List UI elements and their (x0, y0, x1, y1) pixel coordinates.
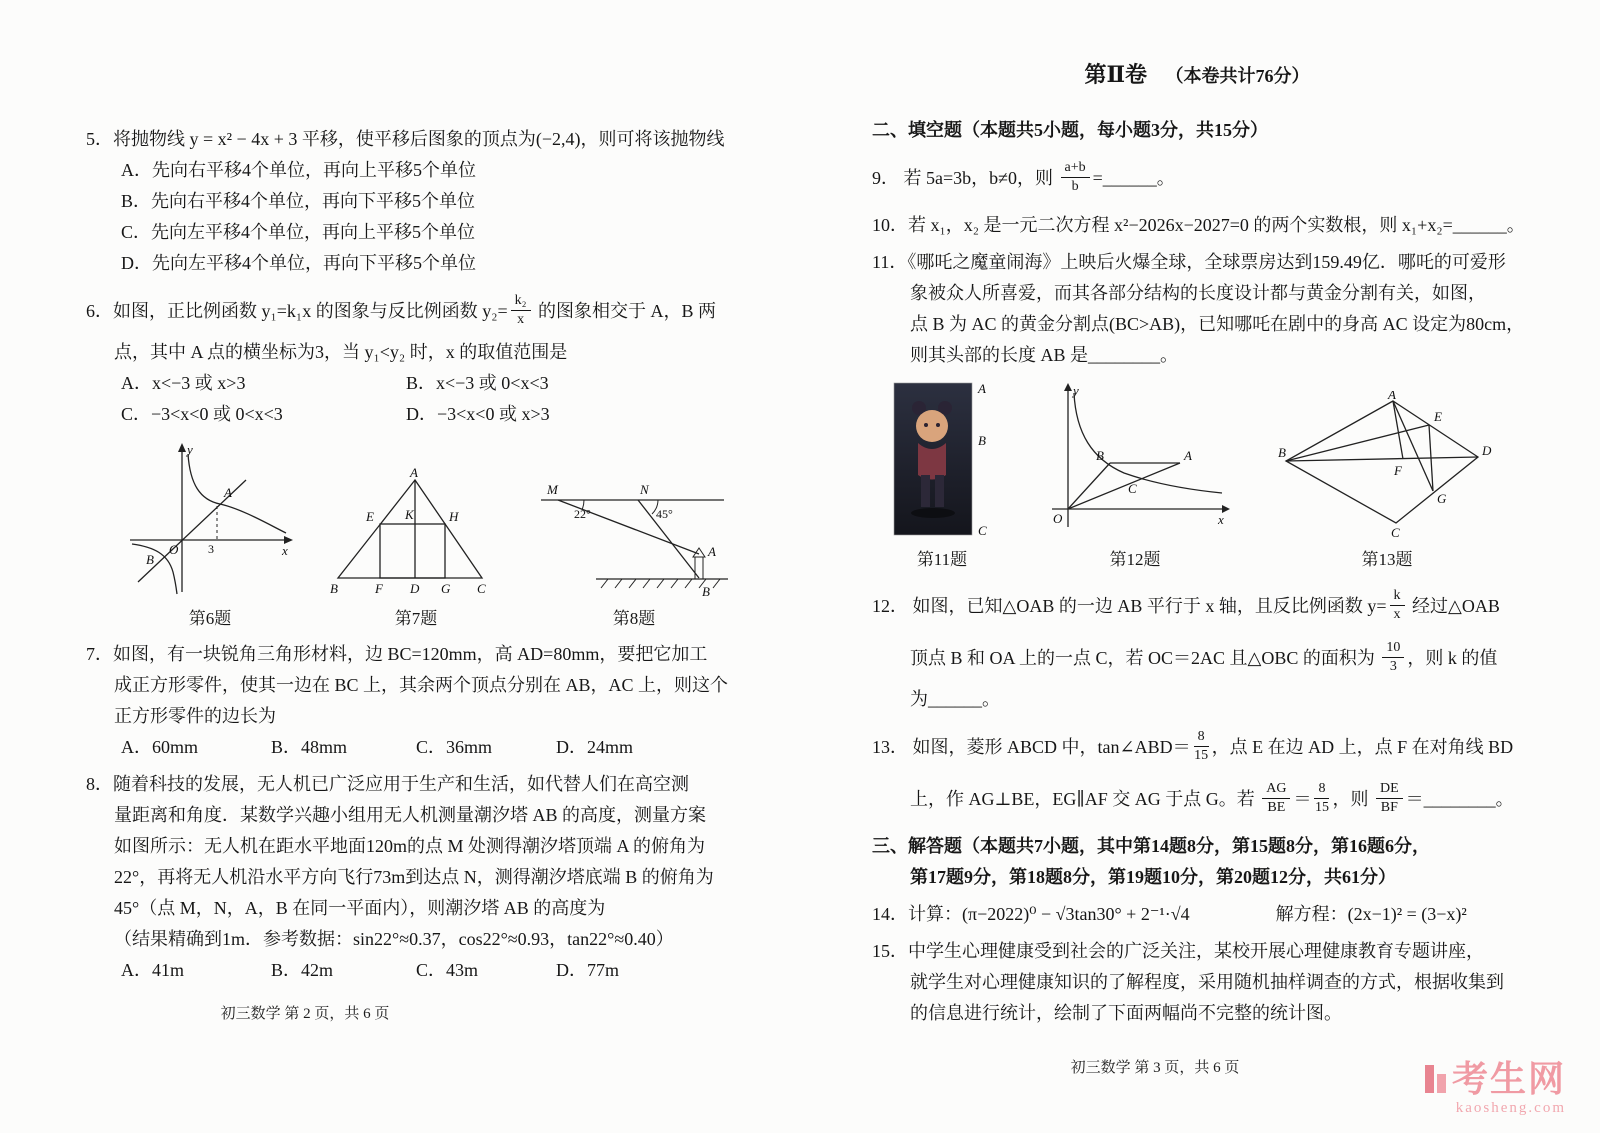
page-2 (86, 124, 729, 992)
fig12-label-A: A (1184, 448, 1192, 463)
q12-stem-line1: 12． 如图，已知△OAB 的一边 AB 平行于 x 轴，且反比例函数 y= $\frac{k}{x}$ 经过△OAB (872, 588, 1500, 623)
fig12-label-O: O (1053, 511, 1063, 526)
fig7-diagram (330, 466, 502, 598)
q12-stem-line2: 顶点 B 和 OA 上的一点 C，若 OC＝2AC 且△OBC 的面积为 $\frac{10}{3}$ ，则 k 的值 (910, 640, 1498, 675)
fig13-label-B: B (1278, 445, 1286, 460)
figure-q8-caption: 第8题 (612, 609, 656, 628)
fig13-label-F: F (1394, 463, 1402, 478)
q7-stem-line2: 成正方形零件，使其一边在 BC 上，其余两个顶点分别在 AB，AC 上，则这个 (114, 675, 729, 695)
q13-stem-line2: 上，作 AG⊥BE，EG∥AF 交 AG 于点 G。若 $\frac{AG}{BE}$ ＝ $\frac{8}{15}$ ，则 $\frac{DE}{BF}$ ＝________。 (910, 781, 1514, 816)
fig8-label-N: N (640, 482, 649, 497)
fig7-label-B: B (330, 581, 338, 596)
q14-calc: 14．计算：(π−2022)⁰ − √3tan30° + 2⁻¹·√4 (872, 904, 1190, 924)
fig11-label-C: C (978, 523, 987, 538)
fig13-label-C: C (1391, 525, 1400, 539)
q8-stem-line3: 如图所示：无人机在距水平地面120m的点 M 处测得潮汐塔顶端 A 的俯角为 (114, 836, 706, 856)
fig13-label-E: E (1434, 409, 1442, 424)
figure-q11 (892, 381, 992, 570)
q5-option-c: C．先向左平移4个单位，再向上平移5个单位 (121, 222, 476, 242)
question-6 (86, 285, 717, 430)
question-7 (86, 639, 729, 763)
q8-option-c: C．43m (416, 960, 479, 980)
fig12-label-B: B (1096, 448, 1104, 463)
figure-q6-caption: 第6题 (188, 609, 232, 628)
q15-stem-line2: 就学生对心理健康知识的了解程度，采用随机抽样调查的方式，根据收集到 (910, 972, 1504, 992)
left-figures-row (86, 440, 716, 629)
q8-stem-line4: 22°，再将无人机沿水平方向飞行73m到达点 N，测得潮汐塔底端 B 的俯角为 (114, 867, 714, 887)
q5-stem: 5．将抛物线 y = x² − 4x + 3 平移，使平移后图象的顶点为(−2,4)，则可将该抛物线 (86, 129, 725, 149)
q5-option-a: A．先向右平移4个单位，再向上平移5个单位 (121, 160, 476, 180)
q6-option-b: B．x<−3 或 0<x<3 (406, 373, 549, 393)
fig7-label-D: D (410, 581, 420, 596)
fig6-label-B: B (146, 552, 154, 567)
q7-option-b: B．48mm (271, 737, 348, 757)
q8-stem-line6: （结果精确到1m．参考数据：sin22°≈0.37，cos22°≈0.93，tan22°≈0.40） (114, 929, 674, 949)
q11-stem-line2: 象被众人所喜爱，而其各部分结构的长度设计都与黄金分割有关，如图， (910, 283, 1486, 303)
fig6-curves (132, 454, 286, 594)
q6-option-a: A．x<−3 或 x>3 (121, 373, 246, 393)
kaosheng-watermark (1425, 1061, 1566, 1117)
fill-in-section-heading: 二、填空题（本题共5小题，每小题3分，共15分） (872, 120, 1268, 140)
q8-stem-line5: 45°（点 M，N，A，B 在同一平面内），则潮汐塔 AB 的高度为 (114, 898, 606, 918)
watermark-site-name: 考生网 (1451, 1059, 1566, 1099)
q8-stem-line2: 量距离和角度．某数学兴趣小组用无人机测量潮汐塔 AB 的高度，测量方案 (114, 805, 707, 825)
fig6-graph (124, 440, 296, 598)
answer-section-line1: 三、解答题（本题共7小题，其中第14题8分，第15题8分，第16题6分， (872, 836, 1430, 856)
fig12-label-C: C (1128, 481, 1137, 496)
figure-q6 (124, 440, 296, 629)
fig12-axes (1052, 383, 1230, 527)
fig8-diagram (536, 472, 732, 598)
fig8-label-M: M (547, 482, 558, 497)
q7-stem-line1: 7．如图，有一块锐角三角形材料，边 BC=120mm，高 AD=80mm，要把它加工 (86, 644, 708, 664)
kaosheng-logo-icon (1425, 1065, 1446, 1097)
q7-option-a: A．60mm (121, 737, 199, 757)
q7-options (121, 732, 662, 763)
question-10 (872, 210, 1525, 241)
figure-q13-caption: 第13题 (1361, 550, 1413, 569)
fig8-lines (541, 500, 724, 578)
figure-q13 (1278, 391, 1496, 570)
section-ii-title: 第Ⅱ卷 (1084, 62, 1148, 87)
fig6-axes (130, 443, 293, 592)
q11-stem-line1: 11．《哪吒之魔童闹海》上映后火爆全球，全球票房达到159.49亿．哪吒的可爱形 (872, 252, 1506, 272)
question-15 (872, 936, 1522, 1029)
fig12-graph (1040, 381, 1230, 539)
fig13-diagram (1278, 391, 1496, 539)
q7-stem-line3: 正方形零件的边长为 (114, 706, 276, 726)
question-9 (872, 152, 1522, 204)
fig7-label-F: F (375, 581, 383, 596)
question-14 (872, 899, 1522, 930)
fig12-label-x: x (1218, 512, 1224, 527)
fig7-label-C: C (477, 581, 486, 596)
fig13-shapes (1286, 401, 1478, 523)
q6-stem-line2: 点，其中 A 点的横坐标为3，当 y₁<y₂ 时，x 的取值范围是 (114, 342, 568, 362)
fig7-shapes (338, 480, 482, 578)
fig6-label-y: y (187, 442, 193, 457)
q11-stem-line3: 点 B 为 AC 的黄金分割点(BC>AB)，已知哪吒在剧中的身高 AC 设定为80cm， (910, 314, 1525, 334)
fig8-label-45deg: 45° (656, 507, 673, 521)
fig11-label-B: B (978, 433, 986, 448)
q11-stem-line4: 则其头部的长度 AB 是________。 (910, 345, 1179, 365)
fig13-label-A: A (1388, 391, 1396, 402)
fig6-label-3: 3 (208, 542, 214, 556)
q7-option-d: D．24mm (556, 737, 634, 757)
section-ii-header (872, 58, 1522, 89)
figure-q12-caption: 第12题 (1109, 550, 1161, 569)
figure-q7 (330, 466, 502, 629)
fig13-label-D: D (1482, 443, 1492, 458)
q10-stem: 10．若 x₁，x₂ 是一元二次方程 x²−2026x−2027=0 的两个实数根，则 x₁+x₂=______。 (872, 215, 1525, 235)
fig11-photo (892, 381, 992, 539)
question-8 (86, 769, 714, 986)
fig7-label-A: A (410, 466, 418, 480)
nezha-photo-art (894, 383, 972, 535)
fig7-label-K: K (405, 507, 414, 522)
q8-option-a: A．41m (121, 960, 184, 980)
page-2-footer: 初三数学 第 2 页，共 6 页 (220, 1006, 390, 1022)
q6-options (121, 368, 662, 430)
fig8-label-22deg: 22° (574, 507, 591, 521)
fig6-label-O: O (169, 542, 179, 557)
fig12-label-y: y (1073, 383, 1079, 398)
fig7-label-G: G (441, 581, 451, 596)
figure-q11-caption: 第11题 (916, 550, 968, 569)
q8-options (121, 955, 662, 986)
question-13 (872, 721, 1522, 825)
figure-q7-caption: 第7题 (394, 609, 438, 628)
q6-stem-line1: 6．如图，正比例函数 y₁=k₁x 的图象与反比例函数 y₂= $\frac{\text{k₂}}{x}$ 的图象相交于 A，B 两 (86, 293, 717, 328)
question-5 (86, 124, 725, 279)
q7-option-c: C．36mm (416, 737, 493, 757)
q12-stem-line3: 为______。 (910, 689, 1000, 709)
q8-option-d: D．77m (556, 960, 619, 980)
q14-solve: 解方程：(2x−1)² = (3−x)² (1275, 904, 1467, 924)
fig6-label-A: A (224, 485, 232, 500)
q6-option-c: C．−3<x<0 或 0<x<3 (121, 404, 283, 424)
right-figures-row (872, 381, 1522, 570)
q8-stem-line1: 8．随着科技的发展，无人机已广泛应用于生产和生活，如代替人们在高空测 (86, 774, 689, 794)
figure-q12 (1040, 381, 1230, 570)
q9-stem: 9． 若 5a=3b，b≠0，则 $\frac{a+b}{b}$ =______。 (872, 160, 1175, 195)
page-3 (872, 58, 1525, 1035)
q5-option-d: D．先向左平移4个单位，再向下平移5个单位 (121, 253, 476, 273)
watermark-site-url: kaosheng.com (1455, 1100, 1566, 1116)
question-11 (872, 247, 1525, 371)
fig8-label-B: B (702, 584, 710, 598)
question-12 (872, 580, 1522, 715)
fig11-label-A: A (978, 381, 986, 396)
page-3-footer: 初三数学 第 3 页，共 6 页 (1070, 1060, 1240, 1076)
fig8-label-A: A (708, 544, 716, 559)
fig6-label-x: x (282, 543, 288, 558)
q15-stem-line3: 的信息进行统计，绘制了下面两幅尚不完整的统计图。 (910, 1003, 1342, 1023)
q13-stem-line1: 13． 如图，菱形 ABCD 中，tan∠ABD＝ $\frac{8}{15}$ ，点 E 在边 AD 上，点 F 在对角线 BD (872, 729, 1514, 764)
answer-section-heading (872, 831, 1522, 893)
q15-stem-line1: 15．中学生心理健康受到社会的广泛关注，某校开展心理健康教育专题讲座， (872, 941, 1484, 961)
fig7-label-E: E (366, 509, 374, 524)
section-ii-subtitle: （本卷共计76分） (1165, 66, 1310, 86)
q8-option-b: B．42m (271, 960, 334, 980)
answer-section-line2: 第17题9分，第18题8分，第19题10分，第20题12分，共61分） (910, 867, 1396, 887)
fig12-curve-and-triangle (1068, 393, 1222, 509)
fig7-label-H: H (449, 509, 459, 524)
q5-option-b: B．先向右平移4个单位，再向下平移5个单位 (121, 191, 476, 211)
figure-q8 (536, 472, 732, 629)
q6-option-d: D．−3<x<0 或 x>3 (406, 404, 550, 424)
fig13-label-G: G (1437, 491, 1447, 506)
